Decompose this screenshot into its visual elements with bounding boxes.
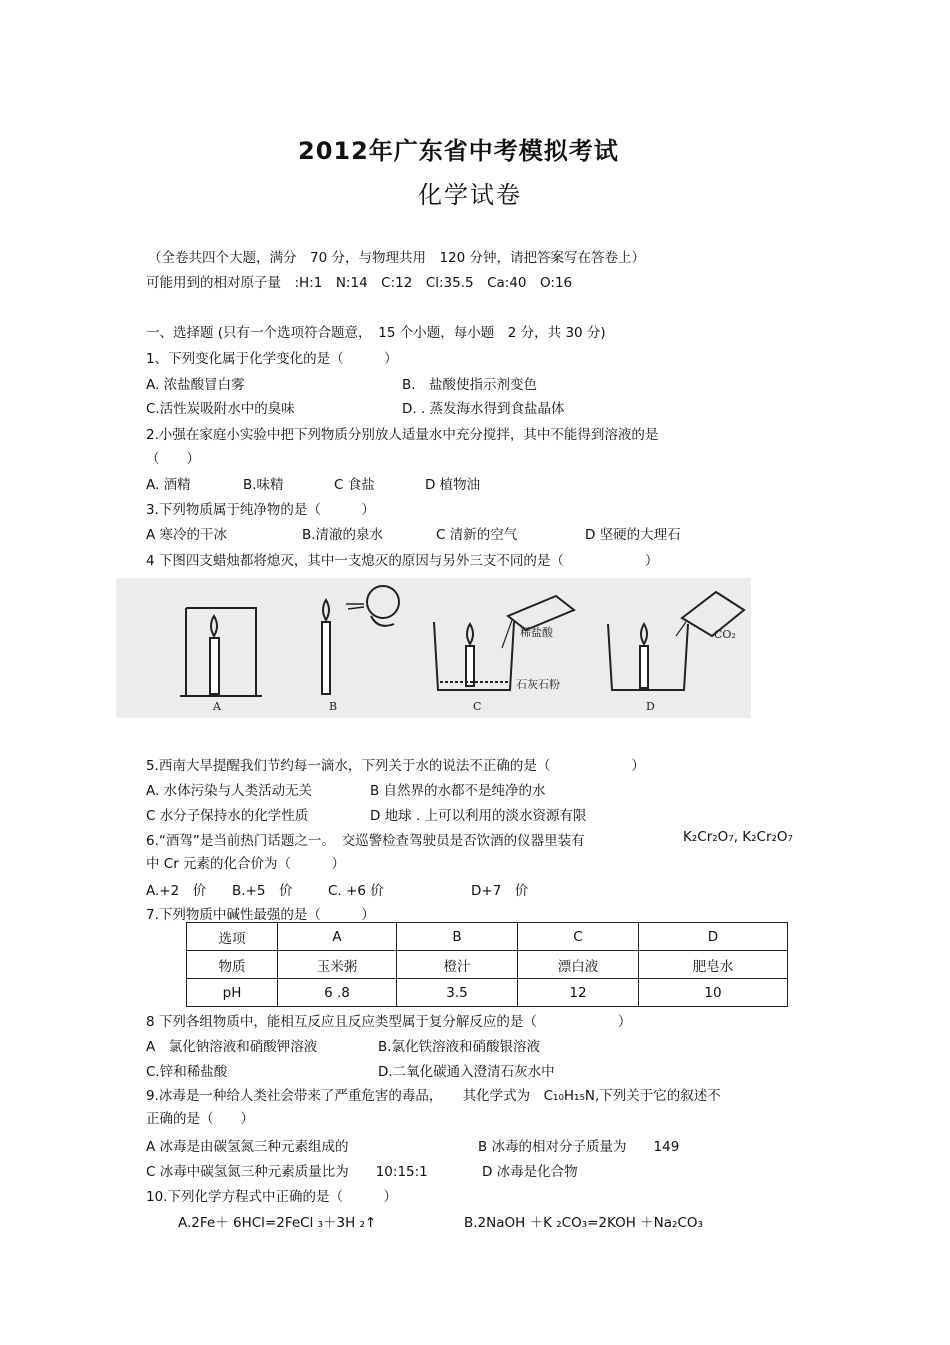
q10-stem: 10.下列化学方程式中正确的是（ ） — [146, 1189, 397, 1205]
q3-stem: 3.下列物质属于纯净物的是（ ） — [146, 502, 375, 518]
q5-option-d: D 地球 . 上可以利用的淡水资源有限 — [370, 808, 587, 824]
q8-option-d: D.二氧化碳通入澄清石灰水中 — [378, 1064, 555, 1080]
q3-option-b: B.清澈的泉水 — [302, 527, 384, 543]
glass-cover-a — [186, 608, 256, 696]
candle-b — [322, 622, 330, 694]
q7-stem: 7.下列物质中碱性最强的是（ ） — [146, 907, 375, 923]
q9-option-d: D 冰毒是化合物 — [482, 1164, 578, 1180]
label-b: B — [329, 700, 338, 713]
table-cell: 玉米粥 — [278, 951, 397, 979]
q2-option-c: C 食盐 — [334, 477, 375, 493]
candle-d — [640, 646, 648, 688]
exam-note: （全卷共四个大题，满分 70 分，与物理共用 120 分钟，请把答案写在答卷上） — [148, 250, 646, 266]
q9-option-a: A 冰毒是由碳氢氮三种元素组成的 — [146, 1139, 349, 1155]
q6-option-c: C. +6 价 — [328, 883, 384, 899]
q3-option-a: A 寒冷的干冰 — [146, 527, 228, 543]
candle-experiment-figure — [116, 578, 751, 718]
q5-option-b: B 自然界的水都不是纯净的水 — [370, 783, 546, 799]
candle-c — [466, 646, 474, 686]
table-cell: 漂白液 — [518, 951, 639, 979]
table-cell: pH — [187, 979, 278, 1007]
q5-option-c: C 水分子保持水的化学性质 — [146, 808, 309, 824]
q5-option-a: A. 水体污染与人类活动无关 — [146, 783, 313, 799]
q8-option-b: B.氯化铁溶液和硝酸银溶液 — [378, 1039, 541, 1055]
table-cell: A — [278, 923, 397, 951]
flame-b — [323, 600, 329, 620]
table-cell: C — [518, 923, 639, 951]
table-cell: 选项 — [187, 923, 278, 951]
table-row — [187, 923, 788, 951]
flame-d — [641, 624, 647, 644]
page-title: 2012年广东省中考模拟考试 — [298, 137, 619, 165]
q8-stem: 8 下列各组物质中，能相互反应且反应类型属于复分解反应的是（ ） — [146, 1014, 632, 1030]
q6-formula: K₂Cr₂O₇, K₂Cr₂O₇ — [683, 829, 793, 845]
acid-label: 稀盐酸 — [520, 626, 553, 639]
q6-stem: 6.“酒驾”是当前热门话题之一。 交巡警检查驾驶员是否饮酒的仪器里装有 — [146, 833, 585, 849]
q1-option-b: B. 盐酸使指示剂变色 — [402, 377, 538, 393]
label-c: C — [473, 700, 482, 713]
atomic-masses: 可能用到的相对原子量 :H:1 N:14 C:12 Cl:35.5 Ca:40 O:16 — [146, 275, 573, 291]
table-cell: 10 — [639, 979, 788, 1007]
ph-table — [186, 922, 788, 1007]
candle-diagram — [116, 578, 751, 718]
q2-option-b: B.味精 — [243, 477, 284, 493]
table-cell: 3.5 — [397, 979, 518, 1007]
q8-option-a: A 氯化钠溶液和硝酸钾溶液 — [146, 1039, 318, 1055]
q1-option-d: D. . 蒸发海水得到食盐晶体 — [402, 401, 565, 417]
section-heading: 一、选择题 (只有一个选项符合题意， 15 个小题，每小题 2 分，共 30 分) — [146, 325, 606, 341]
table-cell: 12 — [518, 979, 639, 1007]
person-head — [367, 586, 399, 618]
q6-option-b: B.+5 价 — [232, 883, 293, 899]
table-cell: 橙汁 — [397, 951, 518, 979]
q6-option-a: A.+2 价 — [146, 883, 207, 899]
table-cell: D — [639, 923, 788, 951]
q1-stem: 1、下列变化属于化学变化的是（ ） — [146, 351, 398, 367]
q2-option-a: A. 酒精 — [146, 477, 191, 493]
candle-a — [210, 638, 219, 694]
label-d: D — [646, 700, 655, 713]
limestone-label: 石灰石粉 — [516, 678, 560, 691]
table-cell: 肥皂水 — [639, 951, 788, 979]
q9-stem-cont: 正确的是（ ） — [146, 1111, 254, 1127]
q4-stem: 4 下图四支蜡烛都将熄灭，其中一支熄灭的原因与另外三支不同的是（ ） — [146, 553, 659, 569]
q5-stem: 5.西南大旱提醒我们节约每一滴水，下列关于水的说法不正确的是（ ） — [146, 758, 645, 774]
acid-bottle — [508, 596, 574, 630]
co2-label: CO₂ — [714, 628, 736, 641]
q10-option-a: A.2Fe＋ 6HCl=2FeCl ₃＋3H ₂↑ — [178, 1215, 377, 1231]
page-subtitle: 化学试卷 — [418, 181, 522, 209]
q9-option-c: C 冰毒中碳氢氮三种元素质量比为 10:15:1 — [146, 1164, 428, 1180]
q1-option-c: C.活性炭吸附水中的臭味 — [146, 401, 295, 417]
flame-a — [211, 616, 217, 636]
table-row — [187, 979, 788, 1007]
label-a: A — [213, 700, 221, 713]
q9-option-b: B 冰毒的相对分子质量为 149 — [478, 1139, 680, 1155]
table-cell: 6 .8 — [278, 979, 397, 1007]
q1-option-a: A. 浓盐酸冒白雾 — [146, 377, 245, 393]
table-cell: B — [397, 923, 518, 951]
q10-option-b: B.2NaOH ＋K ₂CO₃=2KOH ＋Na₂CO₃ — [464, 1215, 703, 1231]
table-row — [187, 951, 788, 979]
table-cell: 物质 — [187, 951, 278, 979]
q9-stem: 9.冰毒是一种给人类社会带来了严重危害的毒品， 其化学式为 C₁₀H₁₅N,下列关于它的叙述不 — [146, 1088, 721, 1104]
q2-stem: 2.小强在家庭小实验中把下列物质分别放人适量水中充分搅拌，其中不能得到溶液的是 — [146, 427, 659, 443]
q2-paren: （ ） — [146, 451, 200, 467]
q3-option-d: D 坚硬的大理石 — [585, 527, 681, 543]
flame-c — [467, 624, 473, 644]
q6-stem-cont: 中 Cr 元素的化合价为（ ） — [146, 856, 346, 872]
q2-option-d: D 植物油 — [425, 477, 481, 493]
q3-option-c: C 清新的空气 — [436, 527, 518, 543]
q6-option-d: D+7 价 — [471, 883, 529, 899]
q8-option-c: C.锌和稀盐酸 — [146, 1064, 228, 1080]
